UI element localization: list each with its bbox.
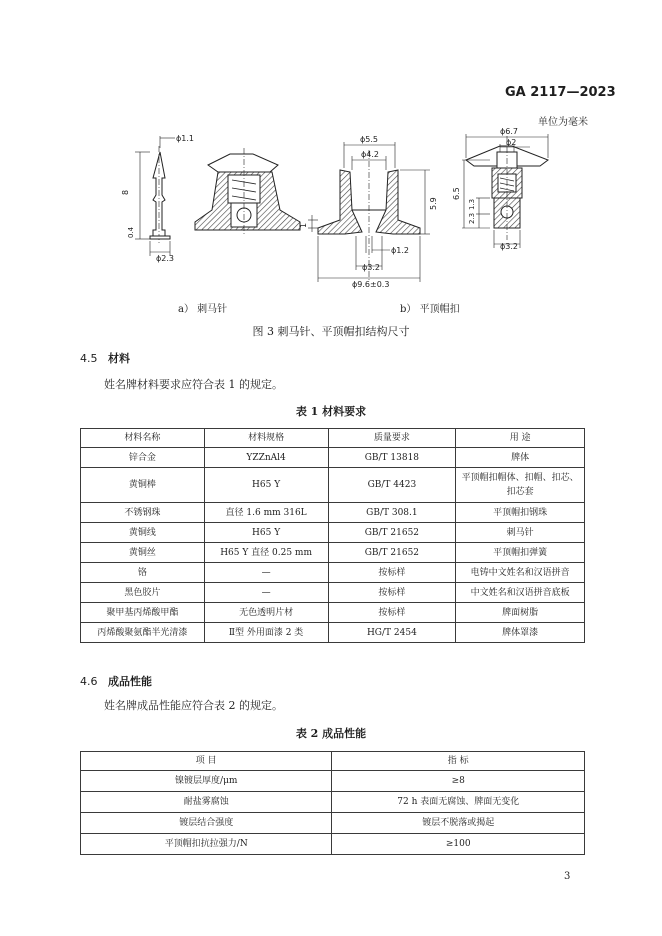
table-cell: 平顶帽扣弹簧 (456, 543, 585, 563)
unit-note: 单位为毫米 (538, 117, 588, 128)
table-cell: 不锈钢珠 (81, 503, 205, 523)
table-header-row (81, 752, 585, 771)
table-header-cell: 用 途 (456, 429, 585, 448)
dim-b-hole: ϕ3.2 (362, 263, 380, 272)
dim-b-top: ϕ5.5 (360, 135, 378, 144)
table-header-cell: 材料名称 (81, 429, 205, 448)
dim-c-inner: ϕ2 (506, 138, 517, 147)
table-cell: 中文姓名和汉语拼音底板 (456, 583, 585, 603)
table-row (81, 448, 585, 468)
standard-number: GA 2117—2023 (505, 85, 616, 100)
table-row (81, 563, 585, 583)
performance-table (80, 751, 585, 855)
section-title: 成品性能 (108, 675, 152, 688)
table-cell: GB/T 21652 (328, 543, 456, 563)
table-cell: HG/T 2454 (328, 623, 456, 643)
page-number: 3 (564, 871, 571, 882)
table-row (81, 813, 585, 834)
table-cell: 按标样 (328, 603, 456, 623)
dim-a-base: ϕ2.3 (156, 254, 174, 263)
figure-caption-a: a） 刺马针 (178, 304, 228, 315)
table-cell: 聚甲基丙烯酸甲酯 (81, 603, 205, 623)
section-4-5-text: 姓名牌材料要求应符合表 1 的规定。 (104, 378, 283, 391)
dim-b-inner: ϕ4.2 (361, 150, 379, 159)
table-cell: Ⅱ型 外用面漆 2 类 (204, 623, 328, 643)
dim-a-small: 0.4 (127, 226, 135, 238)
table-cell: 平顶帽扣帽体、扣帽、扣芯、扣芯套 (456, 468, 585, 503)
table-cell: 72 h 表面无腐蚀、牌面无变化 (332, 792, 585, 813)
table-row (81, 623, 585, 643)
table-row (81, 771, 585, 792)
table-cell: 黑色胶片 (81, 583, 205, 603)
table-row (81, 523, 585, 543)
dim-c-h1: 6.5 (452, 187, 461, 200)
section-title: 材料 (108, 352, 130, 365)
figure-3-drawing (0, 120, 662, 300)
spur-pin-drawing (135, 136, 175, 256)
table-cell: ≥8 (332, 771, 585, 792)
table-cell: 锌合金 (81, 448, 205, 468)
table-cell: 牌面树脂 (456, 603, 585, 623)
table-header-cell: 材料规格 (204, 429, 328, 448)
table-cell: — (204, 583, 328, 603)
table-header-cell: 指 标 (332, 752, 585, 771)
dim-a-top: ϕ1.1 (176, 134, 194, 143)
table-header-cell: 项 目 (81, 752, 332, 771)
cap-section-drawing (195, 148, 300, 235)
table-cell: GB/T 13818 (328, 448, 456, 468)
table-row (81, 503, 585, 523)
table-header-cell: 质量要求 (328, 429, 456, 448)
materials-table (80, 428, 585, 643)
table-cell: — (204, 563, 328, 583)
table-cell: 按标样 (328, 563, 456, 583)
dim-b-left: 1 (299, 222, 308, 228)
table-cell: 电铸中文姓名和汉语拼音 (456, 563, 585, 583)
dim-a-height: 8 (121, 189, 130, 195)
dim-b-height: 5.9 (429, 197, 438, 210)
dim-b-pin: ϕ1.2 (391, 246, 409, 255)
table-row (81, 543, 585, 563)
table-row (81, 792, 585, 813)
table-1-title: 表 1 材料要求 (295, 405, 367, 418)
table-2-title: 表 2 成品性能 (295, 727, 367, 740)
section-number: 4.6 (80, 675, 98, 688)
table-cell: 镀层不脱落或揭起 (332, 813, 585, 834)
table-cell: 直径 1.6 mm 316L (204, 503, 328, 523)
section-4-5-heading (80, 350, 130, 366)
table-cell: 平顶帽扣抗拉强力/N (81, 834, 332, 855)
table-cell: 铬 (81, 563, 205, 583)
table-cell: 牌体 (456, 448, 585, 468)
table-cell: 镍镀层厚度/μm (81, 771, 332, 792)
table-cell: GB/T 21652 (328, 523, 456, 543)
table-row (81, 834, 585, 855)
figure-title: 图 3 刺马针、平顶帽扣结构尺寸 (252, 325, 410, 338)
table-cell: 刺马针 (456, 523, 585, 543)
table-cell: 黄铜线 (81, 523, 205, 543)
flat-cap-drawing (308, 142, 430, 282)
table-cell: 耐盐雾腐蚀 (81, 792, 332, 813)
table-cell: 丙烯酸聚氨酯半光清漆 (81, 623, 205, 643)
table-row (81, 583, 585, 603)
table-cell: YZZnAl4 (204, 448, 328, 468)
table-row (81, 468, 585, 503)
table-cell: GB/T 4423 (328, 468, 456, 503)
dim-c-base: ϕ3.2 (500, 242, 518, 251)
table-header-row (81, 429, 585, 448)
table-cell: 镀层结合强度 (81, 813, 332, 834)
dim-c-top: ϕ6.7 (500, 127, 518, 136)
table-cell: 平顶帽扣钢珠 (456, 503, 585, 523)
section-number: 4.5 (80, 352, 98, 365)
dim-c-h2: 2.3 (468, 212, 476, 224)
table-cell: H65 Y (204, 523, 328, 543)
dim-c-h3: 1.3 (468, 198, 476, 210)
table-cell: ≥100 (332, 834, 585, 855)
table-cell: 按标样 (328, 583, 456, 603)
table-cell: 黄铜丝 (81, 543, 205, 563)
table-cell: H65 Y 直径 0.25 mm (204, 543, 328, 563)
cap-assembly-drawing (462, 134, 548, 248)
table-cell: GB/T 308.1 (328, 503, 456, 523)
section-4-6-text: 姓名牌成品性能应符合表 2 的规定。 (104, 699, 283, 712)
dim-b-base: ϕ9.6±0.3 (352, 280, 390, 289)
table-row (81, 603, 585, 623)
figure-caption-b: b） 平顶帽扣 (400, 304, 460, 315)
section-4-6-heading (80, 673, 152, 689)
table-cell: H65 Y (204, 468, 328, 503)
table-cell: 无色透明片材 (204, 603, 328, 623)
table-cell: 牌体罩漆 (456, 623, 585, 643)
table-cell: 黄铜棒 (81, 468, 205, 503)
